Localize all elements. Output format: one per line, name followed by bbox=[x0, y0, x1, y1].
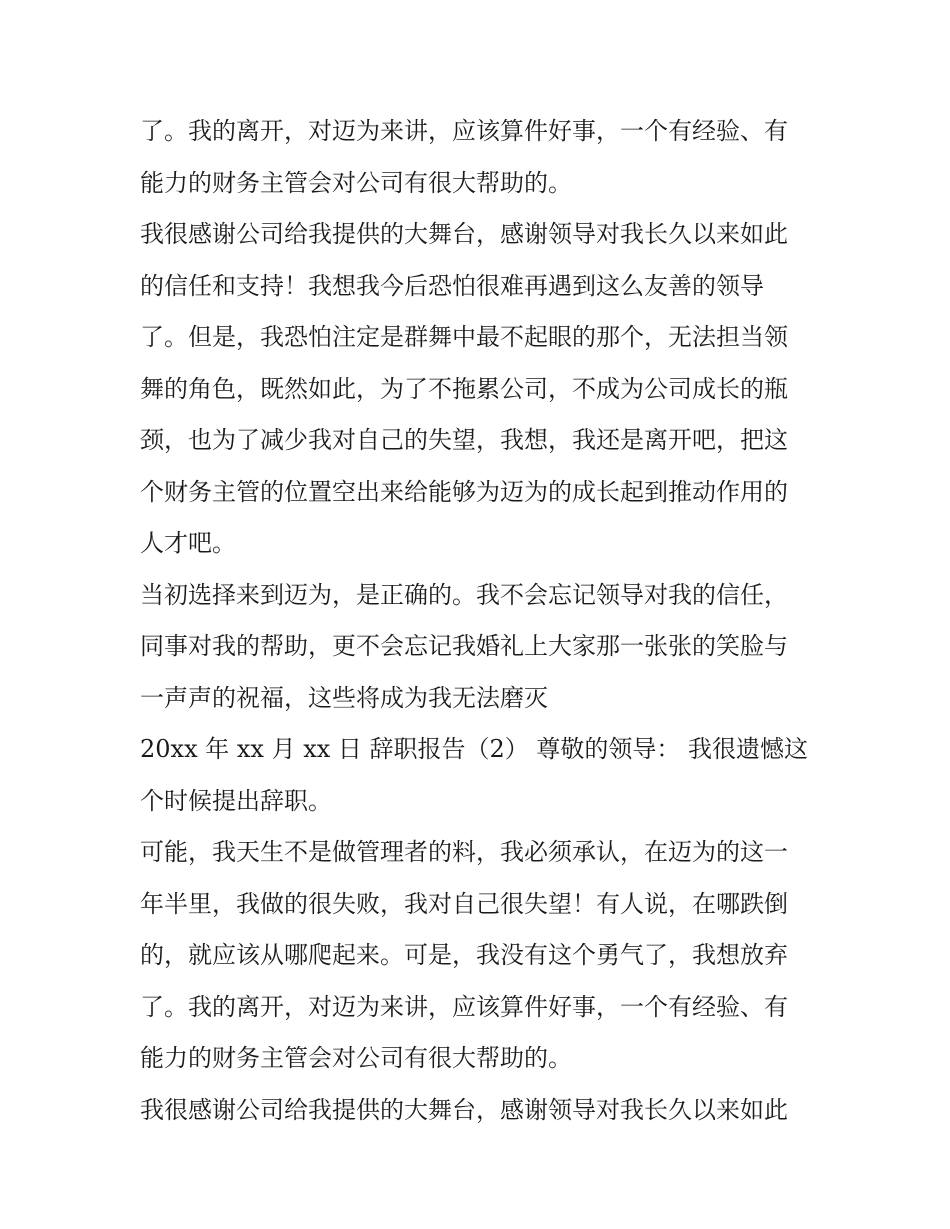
text-line: 能力的财务主管会对公司有很大帮助的。 bbox=[140, 1044, 572, 1072]
text-line: 能力的财务主管会对公司有很大帮助的。 bbox=[140, 168, 572, 197]
document-body bbox=[140, 110, 820, 1140]
text-line: 的信任和支持！我想我今后恐怕很难再遇到这么友善的领导 bbox=[140, 271, 764, 300]
text-line: 年半里，我做的很失败，我对自己很失望！有人说，在哪跌倒 bbox=[140, 889, 788, 918]
text-line: 可能，我天生不是做管理者的料，我必须承认，在迈为的这一 bbox=[140, 838, 788, 866]
text-line: 了。我的离开，对迈为来讲，应该算件好事，一个有经验、有 bbox=[140, 992, 788, 1021]
text-line: 颈，也为了减少我对自己的失望，我想，我还是离开吧，把这 bbox=[140, 426, 788, 454]
text-line: 的，就应该从哪爬起来。可是，我没有这个勇气了，我想放弃 bbox=[140, 941, 788, 969]
text-line: 当初选择来到迈为，是正确的。我不会忘记领导对我的信任， bbox=[140, 580, 788, 609]
text-line: 了。但是，我恐怕注定是群舞中最不起眼的那个，无法担当领 bbox=[140, 323, 788, 351]
text-line: 个财务主管的位置空出来给能够为迈为的成长起到推动作用的 bbox=[140, 477, 788, 506]
text-line: 了。我的离开，对迈为来讲，应该算件好事，一个有经验、有 bbox=[140, 117, 788, 145]
text-line: 20xx 年 xx 月 xx 日 辞职报告（2） 尊敬的领导： 我很遗憾这 bbox=[140, 735, 809, 763]
text-line: 人才吧。 bbox=[140, 529, 236, 557]
text-line: 一声声的祝福，这些将成为我无法磨灭 bbox=[140, 683, 548, 712]
text-line: 个时候提出辞职。 bbox=[140, 786, 332, 815]
text-line: 我很感谢公司给我提供的大舞台，感谢领导对我长久以来如此 bbox=[140, 1095, 788, 1124]
text-line: 我很感谢公司给我提供的大舞台，感谢领导对我长久以来如此 bbox=[140, 220, 788, 248]
text-line: 同事对我的帮助，更不会忘记我婚礼上大家那一张张的笑脸与 bbox=[140, 632, 788, 660]
text-line: 舞的角色，既然如此，为了不拖累公司，不成为公司成长的瓶 bbox=[140, 374, 788, 403]
